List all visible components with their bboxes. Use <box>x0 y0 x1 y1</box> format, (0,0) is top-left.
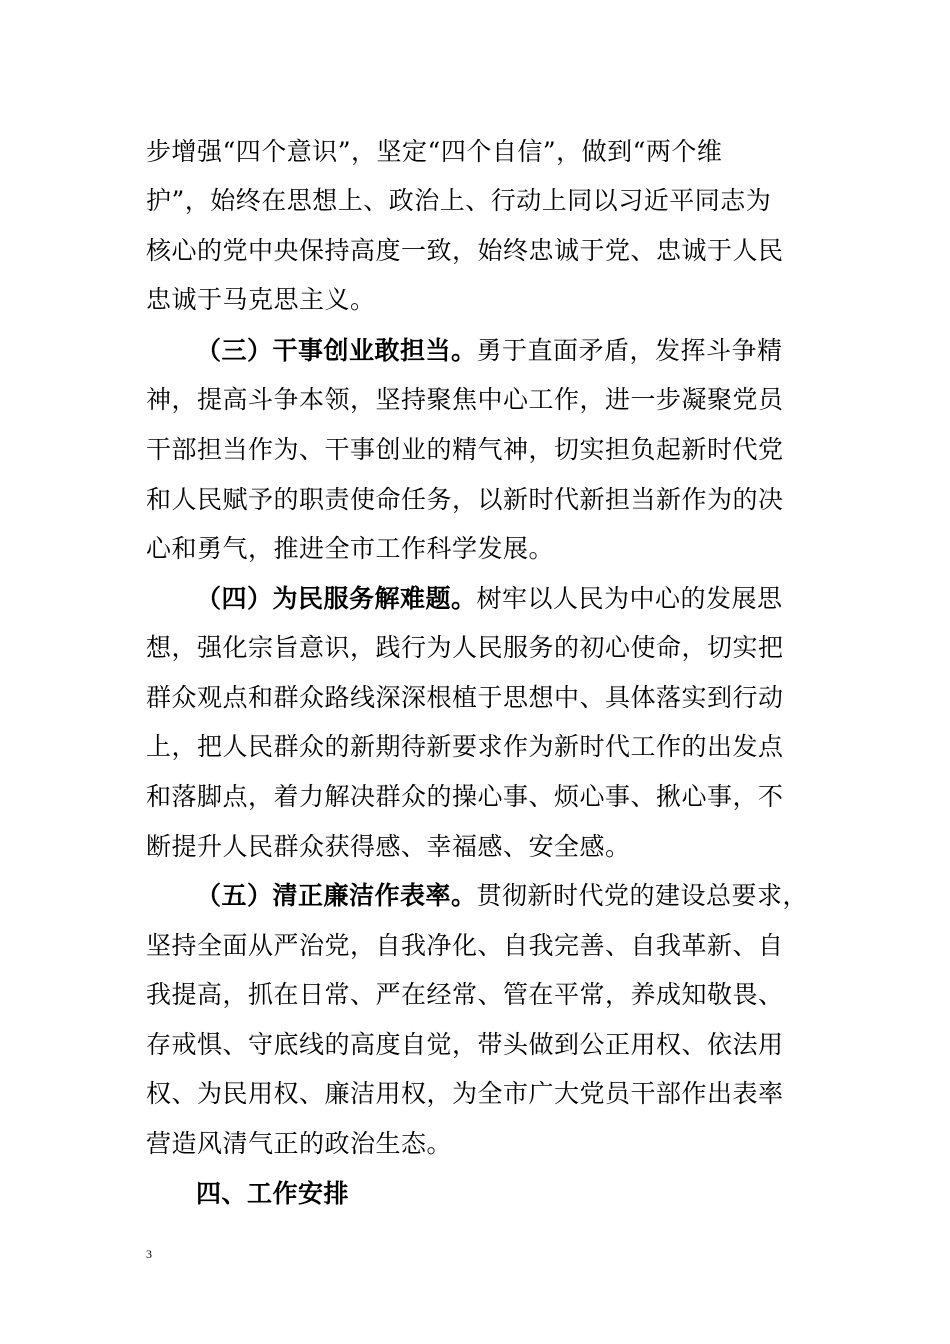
body-text-line: 步增强“四个意识”，坚定“四个自信”，做到“两个维 <box>146 137 723 166</box>
body-text-line: 核心的党中央保持高度一致，始终忠诚于党、忠诚于人民 <box>146 236 784 265</box>
paragraph-first-line-text: 贯彻新时代党的建设总要求， <box>476 881 809 910</box>
body-text-line: 和人民赋予的职责使命任务，以新时代新担当新作为的决 <box>146 485 784 514</box>
body-text-line: 神，提高斗争本领，坚持聚焦中心工作，进一步凝聚党员 <box>146 385 784 414</box>
body-text-line: 我提高，抓在日常、严在经常、管在平常，养成知敬畏、 <box>146 980 784 1009</box>
body-text-line: 心和勇气，推进全市工作科学发展。 <box>146 534 555 563</box>
body-text-line: 护”，始终在思想上、政治上、行动上同以习近平同志为 <box>146 186 772 215</box>
body-text-line: 群众观点和群众路线深深根植于思想中、具体落实到行动 <box>146 683 784 712</box>
body-text-line: 权、为民用权、廉洁用权，为全市广大党员干部作出表率 <box>146 1079 784 1108</box>
body-text-line: 营造风清气正的政治生态。 <box>146 1129 453 1158</box>
body-text-line: 上，把人民群众的新期待新要求作为新时代工作的出发点 <box>146 732 784 761</box>
body-text-line: 干部担当作为、干事创业的精气神，切实担负起新时代党 <box>146 435 784 464</box>
paragraph-lead: （四）为民服务解难题。 <box>196 584 477 613</box>
paragraph-first-line-text: 树牢以人民为中心的发展思 <box>476 584 783 613</box>
paragraph-first-line <box>196 881 886 911</box>
paragraph-first-line <box>196 584 886 614</box>
body-text-line: 断提升人民群众获得感、幸福感、安全感。 <box>146 832 631 861</box>
section-heading: 四、工作安排 <box>196 1179 350 1208</box>
paragraph-lead: （三）干事创业敢担当。 <box>196 336 477 365</box>
paragraph-lead: （五）清正廉洁作表率。 <box>196 881 477 910</box>
page-number: 3 <box>146 1247 152 1261</box>
paragraph-first-line-text: 勇于直面矛盾，发挥斗争精 <box>476 336 783 365</box>
body-text-line: 想，强化宗旨意识，践行为人民服务的初心使命，切实把 <box>146 633 784 662</box>
body-text-line: 存戒惧、守底线的高度自觉，带头做到公正用权、依法用 <box>146 1030 784 1059</box>
body-text-line: 和落脚点，着力解决群众的操心事、烦心事、揪心事，不 <box>146 782 784 811</box>
paragraph-first-line <box>196 336 886 366</box>
body-text-line: 坚持全面从严治党，自我净化、自我完善、自我革新、自 <box>146 931 784 960</box>
body-text-line: 忠诚于马克思主义。 <box>146 285 376 314</box>
